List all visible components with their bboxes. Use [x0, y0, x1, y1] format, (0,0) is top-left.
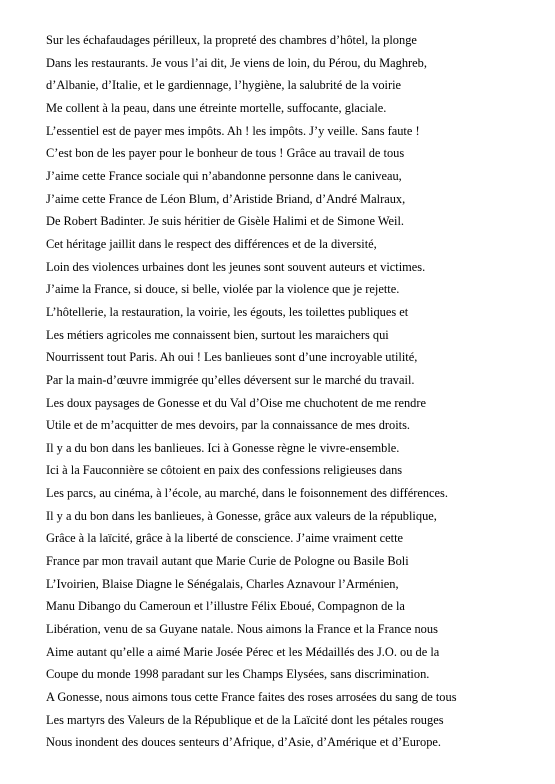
poem-line: Libération, venu de sa Guyane natale. Nous aimons la France et la France nous: [46, 622, 438, 637]
poem-line: Les doux paysages de Gonesse et du Val d’Oise me chuchotent de me rendre: [46, 395, 426, 410]
poem-line: J’aime cette France sociale qui n’abandonne personne dans le caniveau,: [46, 168, 402, 183]
poem-line: Utile et de m’acquitter de mes devoirs, par la connaissance de mes droits.: [46, 418, 411, 433]
poem-line: Aime autant qu’elle a aimé Marie Josée Pérec et les Médaillés des J.O. ou de la: [46, 644, 440, 659]
poem-line: L’essentiel est de payer mes impôts. Ah ! les impôts. J’y veille. Sans faute !: [46, 123, 420, 138]
poem-line: France par mon travail autant que Marie Curie de Pologne ou Basile Boli: [46, 554, 409, 569]
poem-line: L’Ivoirien, Blaise Diagne le Sénégalais, Charles Aznavour l’Arménien,: [46, 576, 399, 591]
poem-line: Grâce à la laïcité, grâce à la liberté de conscience. J’aime vraiment cette: [46, 531, 404, 546]
poem-line: De Robert Badinter. Je suis héritier de Gisèle Halimi et de Simone Weil.: [46, 214, 405, 229]
poem-line: Dans les restaurants. Je vous l’ai dit, Je viens de loin, du Pérou, du Maghreb,: [46, 55, 427, 70]
poem-line: Coupe du monde 1998 paradant sur les Champs Elysées, sans discrimination.: [46, 667, 430, 682]
poem-line: d’Albanie, d’Italie, et le gardiennage, l’hygiène, la salubrité de la voirie: [46, 78, 402, 93]
poem-line: Manu Dibango du Cameroun et l’illustre Félix Eboué, Compagnon de la: [46, 599, 405, 614]
poem-line: Ici à la Fauconnière se côtoient en paix des confessions religieuses dans: [46, 463, 403, 478]
poem-line: J’aime la France, si douce, si belle, violée par la violence que je rejette.: [46, 282, 400, 297]
poem-line: L’hôtellerie, la restauration, la voirie, les égouts, les toilettes publiques et: [46, 304, 409, 319]
poem-line: A Gonesse, nous aimons tous cette France faites des roses arrosées du sang de tous: [46, 690, 457, 705]
poem-line: Sur les échafaudages périlleux, la propreté des chambres d’hôtel, la plonge: [46, 33, 417, 47]
poem-line: Cet héritage jaillit dans le respect des différences et de la diversité,: [46, 236, 377, 251]
poem-line: Il y a du bon dans les banlieues, à Gonesse, grâce aux valeurs de la république,: [46, 508, 437, 523]
poem-line: C’est bon de les payer pour le bonheur de tous ! Grâce au travail de tous: [46, 146, 405, 161]
poem-line: Par la main-d’œuvre immigrée qu’elles déversent sur le marché du travail.: [46, 372, 415, 387]
poem-text-block: [46, 29, 536, 754]
poem-line: Il y a du bon dans les banlieues. Ici à Gonesse règne le vivre-ensemble.: [46, 440, 400, 455]
poem-line: Loin des violences urbaines dont les jeunes sont souvent auteurs et victimes.: [46, 259, 426, 274]
poem-line: J’aime cette France de Léon Blum, d’Aristide Briand, d’André Malraux,: [46, 191, 406, 206]
poem-line: Les martyrs des Valeurs de la République et de la Laïcité dont les pétales rouges: [46, 712, 444, 727]
poem-line: Les métiers agricoles me connaissent bien, surtout les maraichers qui: [46, 327, 389, 342]
poem-line: Nous inondent des douces senteurs d’Afrique, d’Asie, d’Amérique et d’Europe.: [46, 735, 442, 750]
poem-line: Me collent à la peau, dans une étreinte mortelle, suffocante, glaciale.: [46, 100, 387, 115]
poem-line: Nourrissent tout Paris. Ah oui ! Les banlieues sont d’une incroyable utilité,: [46, 350, 418, 365]
poem-line: Les parcs, au cinéma, à l’école, au marché, dans le foisonnement des différences.: [46, 486, 448, 501]
